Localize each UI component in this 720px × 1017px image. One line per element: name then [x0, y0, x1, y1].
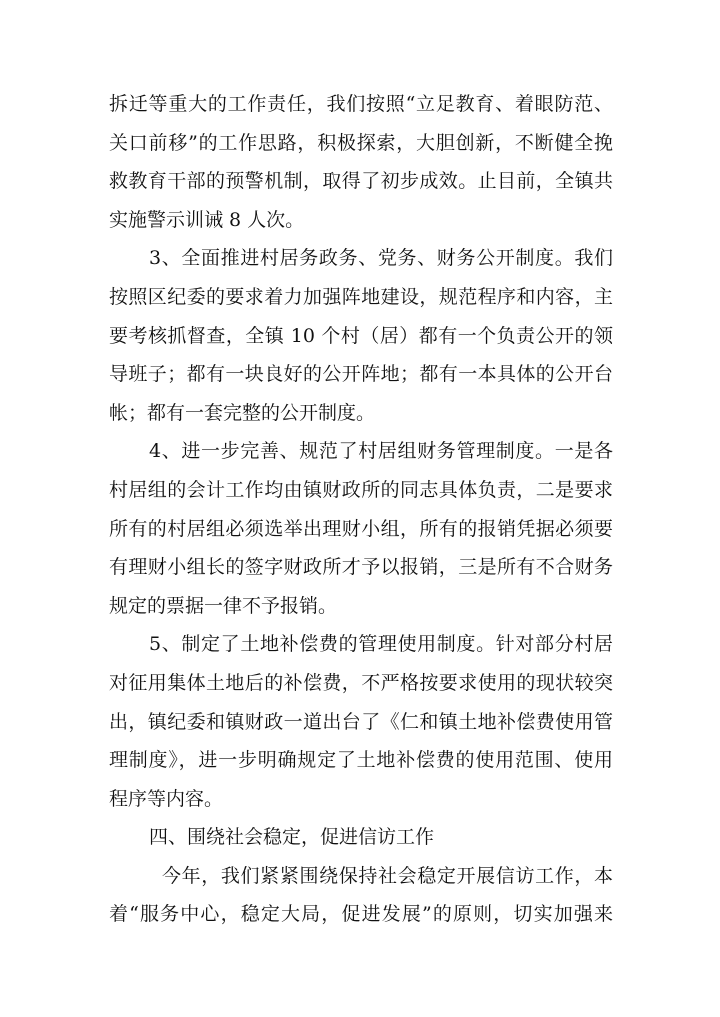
text-line: 程序等内容。	[109, 787, 224, 810]
document-body	[109, 85, 613, 934]
text-line: 帐；都有一套完整的公开制度。	[109, 401, 376, 424]
text-line: 导班子；都有一块良好的公开阵地；都有一本具体的公开台	[109, 363, 613, 386]
text-line: 实施警示训诫 8 人次。	[109, 208, 305, 231]
text-line: 村居组的会计工作均由镇财政所的同志具体负责，二是要求	[109, 478, 613, 501]
text-line: 拆迁等重大的工作责任，我们按照“立足教育、着眼防范、	[109, 93, 613, 115]
text-line: 今年，我们紧紧围绕保持社会稳定开展信访工作，本	[162, 864, 613, 887]
text-line: 出，镇纪委和镇财政一道出台了《仁和镇土地补偿费使用管	[109, 710, 613, 733]
text-line: 着“服务中心，稳定大局，促进发展”的原则，切实加强来	[109, 903, 613, 926]
text-line: 3、全面推进村居务政务、党务、财务公开制度。我们	[149, 247, 613, 270]
text-line: 有理财小组长的签字财政所才予以报销，三是所有不合财务	[109, 556, 613, 579]
text-line: 要考核抓督查，全镇 10 个村（居）都有一个负责公开的领	[109, 324, 613, 347]
text-line: 救教育干部的预警机制，取得了初步成效。止目前，全镇共	[109, 170, 613, 193]
text-line: 4、进一步完善、规范了村居组财务管理制度。一是各	[149, 440, 613, 463]
text-line: 所有的村居组必须选举出理财小组，所有的报销凭据必须要	[109, 517, 613, 540]
text-line: 理制度》，进一步明确规定了土地补偿费的使用范围、使用	[109, 749, 613, 772]
text-line: 规定的票据一律不予报销。	[109, 594, 338, 617]
text-line: 5、制定了土地补偿费的管理使用制度。针对部分村居	[149, 633, 613, 656]
text-line: 按照区纪委的要求着力加强阵地建设，规范程序和内容，主	[109, 285, 613, 308]
section-heading: 四、围绕社会稳定，促进信访工作	[149, 826, 435, 849]
text-line: 关口前移”的工作思路，积极探索，大胆创新，不断健全挽	[109, 131, 613, 154]
text-line: 对征用集体土地后的补偿费，不严格按要求使用的现状较突	[109, 671, 613, 694]
